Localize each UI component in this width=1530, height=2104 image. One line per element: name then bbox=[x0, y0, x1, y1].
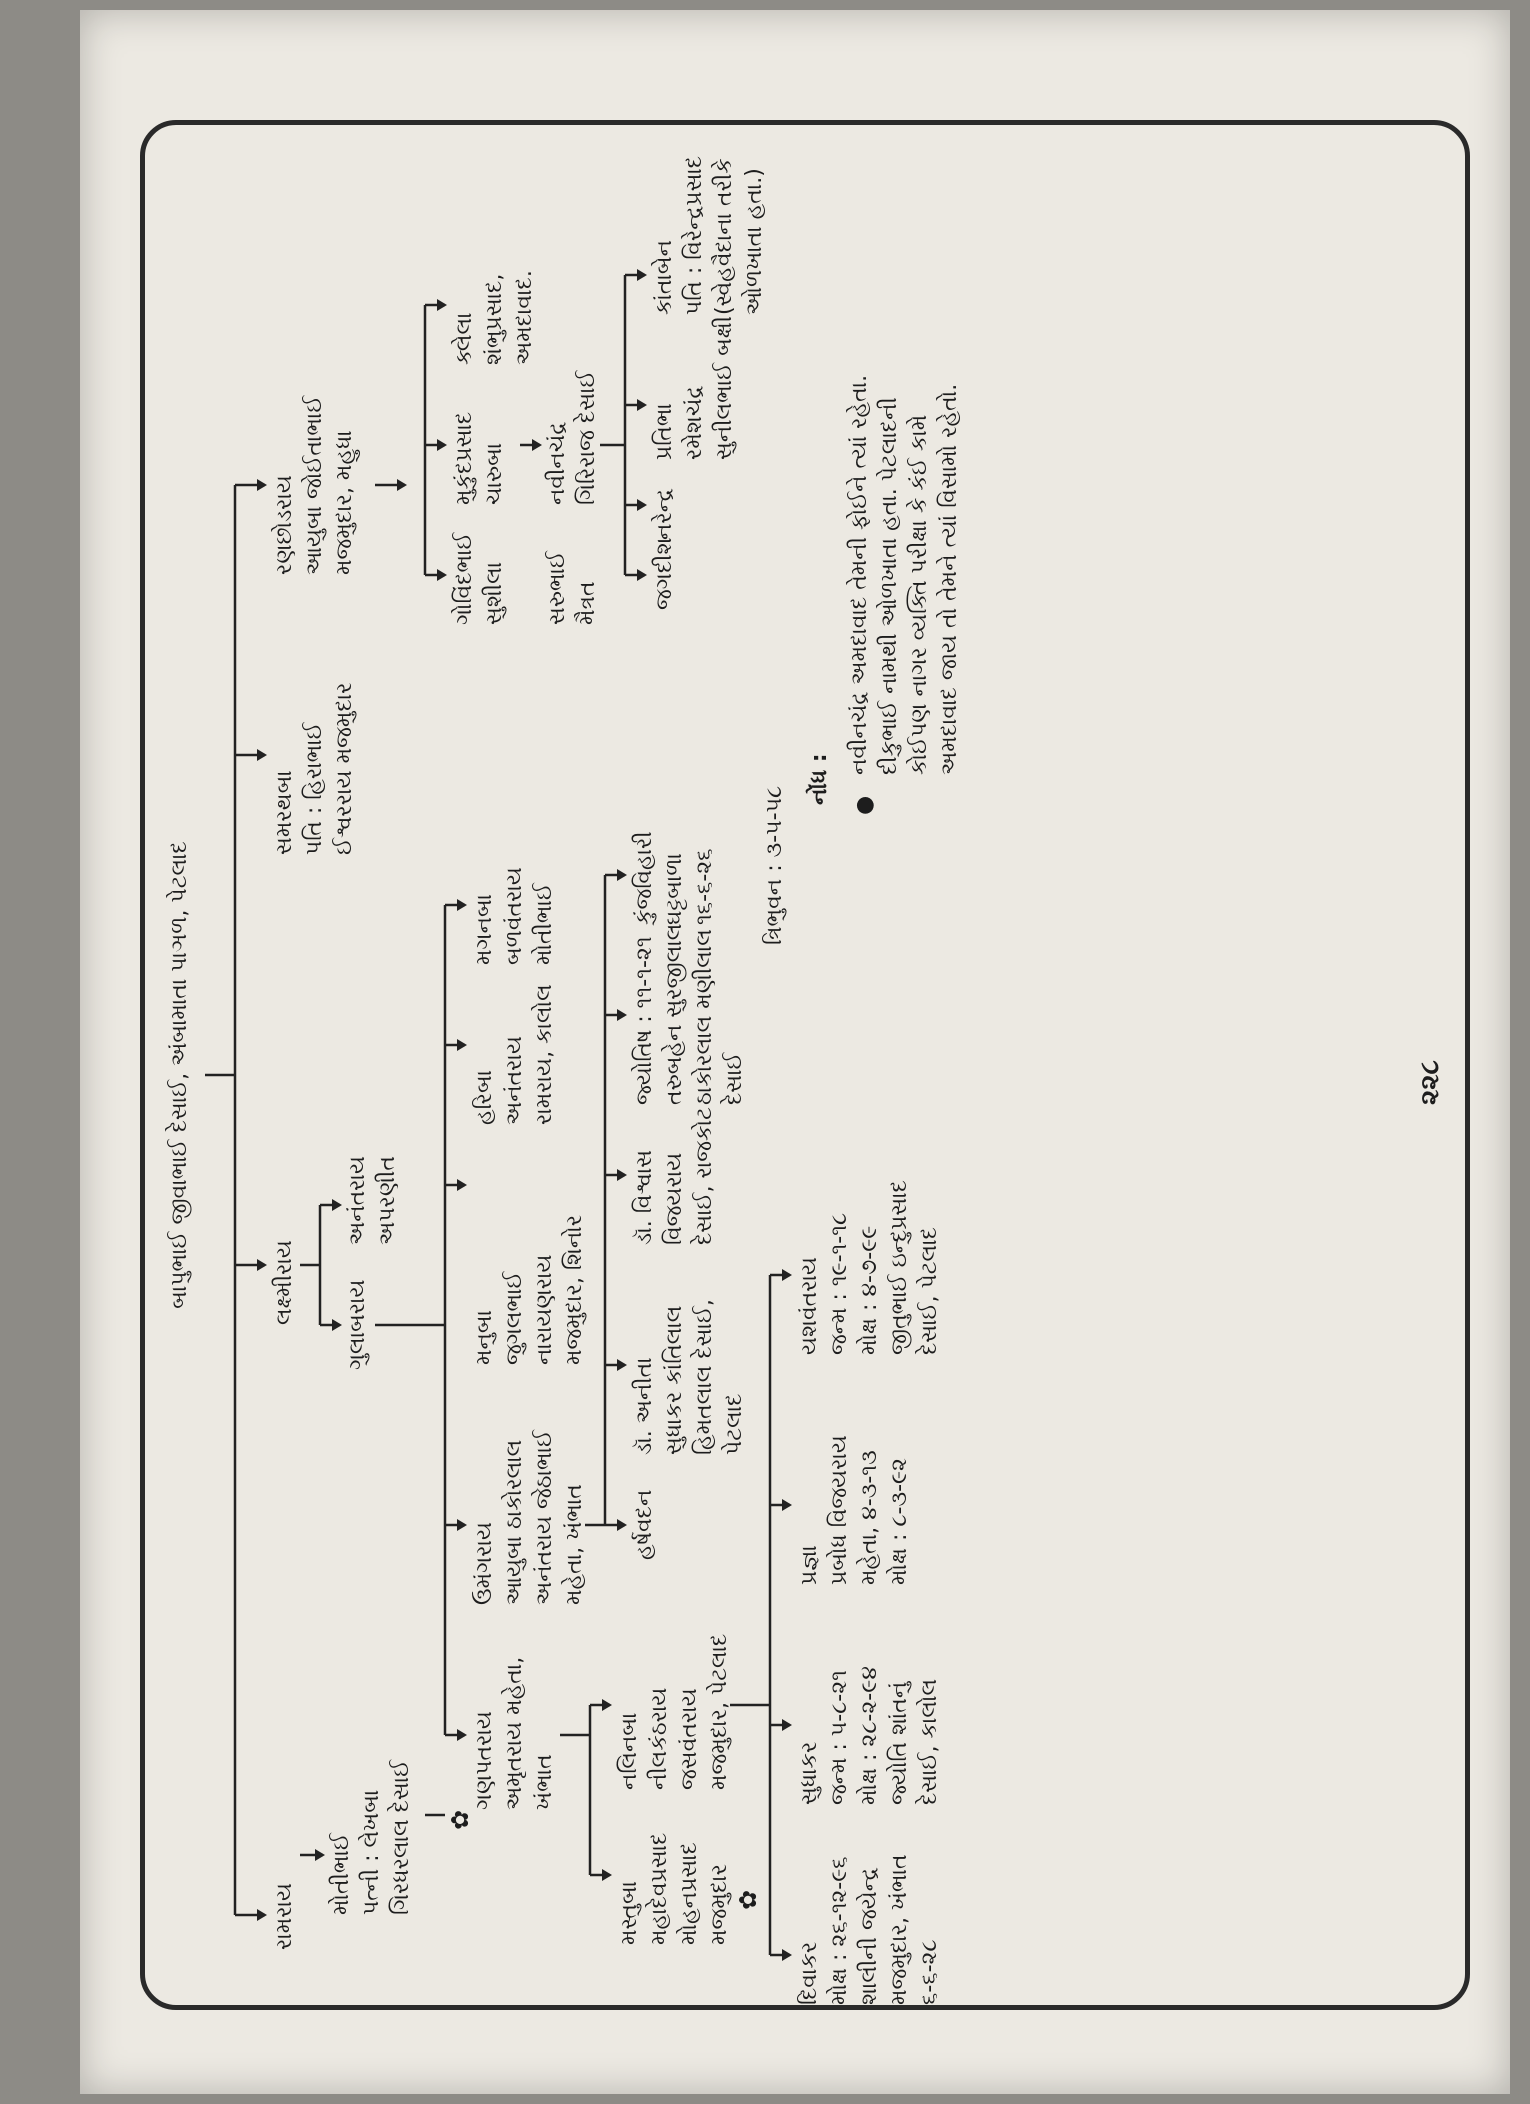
flower-icon: ✿ bbox=[446, 1809, 474, 1830]
person-gulabrai: ગુલાબરાય bbox=[345, 1279, 370, 1370]
person-ramrai: રામરાય bbox=[272, 1882, 297, 1950]
person-samarathba: સમરથબા પતિ : હિરાભાઈ ઈશ્વરરાય મજમુદાર bbox=[272, 682, 357, 855]
root-person: બાપુભાઈ જીવાભાઈ દેસાઈ, અંબામાતા પાઞળ, પેટલાદ bbox=[167, 841, 192, 1309]
person-manuba: મનુબા જુગલભાઈ નારાયણરાય મજમુદાર, શિનોર bbox=[472, 1214, 587, 1365]
flower-icon-2: ✿ bbox=[734, 1889, 762, 1910]
person-govindbhai: ગોવિંદભાઈ સુશીલા bbox=[452, 532, 507, 625]
person-motibhai: મોતીભાઈ પત્ની : લેખબા ગિરધરલાલ દેસાઈ bbox=[329, 1759, 414, 1915]
person-pratibha: પ્રતિભા રમેશચંદ્ર સુનીલભાઈ બક્ષી bbox=[652, 315, 737, 460]
family-tree-panel bbox=[140, 120, 1470, 2010]
page-number: ૨૨૮ bbox=[1415, 1060, 1445, 1105]
date-note: ત્રિભુવન : ૩-૫-૫૮ bbox=[762, 785, 787, 945]
person-anantrai: અનંતરાય અપરણીત bbox=[345, 1156, 400, 1245]
person-jagdish: જગદીશ bbox=[652, 537, 677, 610]
person-anita: ડૉ. અનીતા સુધાકર કાંતિલાલ હિમતલાલ દેસાઈ, પેટલાદ bbox=[632, 1299, 747, 1455]
person-mukundprasad: મુકુંદપ્રસાદ ચારુબા bbox=[452, 411, 507, 505]
person-harshvadan: હર્ષવદન bbox=[632, 1489, 657, 1560]
person-sudhakar: સુધાકર જન્મ : ૫-૮-૨૧ મોક્ષ : ૨૮-૨-૯૪ જ્યોતિ શાંતનું દેસાઈ, કાલોલ bbox=[797, 1666, 942, 1805]
bullet-icon: ● bbox=[852, 795, 877, 815]
note-text: નવીનચંદ્ર અમદાવાદ તેમની ફોઈને ત્યાં રહેતા. દીકુભાઈ નામથી ઓળખાતા હતા. પેટલાદની કોઈપણ નાગર વ્યક્તિ પરીક્ષા કે કંઈ કામે અમદાવાદ જાય તો તેમને ત્યાં વિસામો રહેતો. bbox=[847, 374, 962, 775]
person-nalinba: નલિનબા નીલકંઠરાય જસવંતરાય મજમુદાર, પેટલાદ bbox=[617, 1633, 732, 1790]
person-jyotish: જ્યોતિષ : ૧૧-૧-૨૧ તરુબહેન સુરજીલાલ ઠાકોરલાલ મણીલાલ દેસાઈ bbox=[632, 923, 747, 1105]
person-yashvantrai: યશવંતરાય જન્મ : ૧૯-૧-૧૮ મોક્ષ : ૪-૭-૯૯ જીતુભાઈ ઇન્દુપ્રસાદ દેસાઈ, પેટલાદ bbox=[797, 1180, 942, 1355]
person-pragna: પ્રજ્ઞા પ્રબોધ વિજયરાય મહેતા, ૪-૩-૧૩ મોક્ષ : ૮-૩-૯૨ bbox=[797, 1435, 912, 1585]
person-kunjvihari: કુંજવિહારી ઘટ્ટબાળા ૧૬-૬-૨૬ bbox=[632, 831, 717, 925]
person-kantaben: કાંતાબેન પતિ : વિરેન્દ્રપ્રસાદ (સ્વેહવૈદાના તરીકે ઓળખાતા હતા.) bbox=[652, 155, 767, 315]
person-sarubhai: સરુભાઈ મૈત્રત bbox=[545, 551, 600, 625]
person-laxmirai: લક્ષ્મીરાય bbox=[272, 1240, 297, 1325]
person-hariba: હરિબા અનંતરાય રામરાય, કાલોલ bbox=[472, 984, 557, 1125]
person-ganpatrai: ગણપતરાય અમૃતરાય મહેતા, ખંભાત bbox=[472, 1656, 557, 1810]
person-divakar: દિવાકર મોક્ષ : ૨૬-૧૨-૯૬ શાલીની જયેન્દ્ર મજમુદાર, ખંભાત ૬-૬-૨૮ bbox=[797, 1854, 942, 2005]
person-vishwas: ડૉ. વિશ્વાસ વિજયરાય દેસાઈ, રાજકોટ bbox=[632, 1107, 717, 1245]
person-narendra: નરેન્દ્ર bbox=[652, 488, 677, 540]
note-label: નોંધ : bbox=[807, 753, 832, 805]
rotated-tree bbox=[145, 125, 1465, 2005]
person-umangrai: ઉમંગરાય આયુબા ઠાકોરલાલ અનંતરાય જેઠાભાઈ મહેતા, ખંભાત bbox=[472, 1430, 587, 1605]
person-maganba: મગનબા બળવંતરાય મોતીભાઈ bbox=[472, 867, 557, 965]
person-kalela: ક્લેલા શંભુપ્રસાદ, અમદાવાદ. bbox=[452, 270, 537, 365]
person-navinchandra: નવીનચંદ્ર ગિરિરાજ દેસાઈ bbox=[545, 370, 600, 505]
person-ranchhodrai: રણછોડરાય આયુબા જોઈતાભાઈ મજમુદાર, મહુધા bbox=[272, 395, 357, 575]
person-mastuba: મસ્તુબા મહાદેવપ્રસાદ મોહનપ્રસાદ મજમુદાર bbox=[617, 1832, 732, 1945]
